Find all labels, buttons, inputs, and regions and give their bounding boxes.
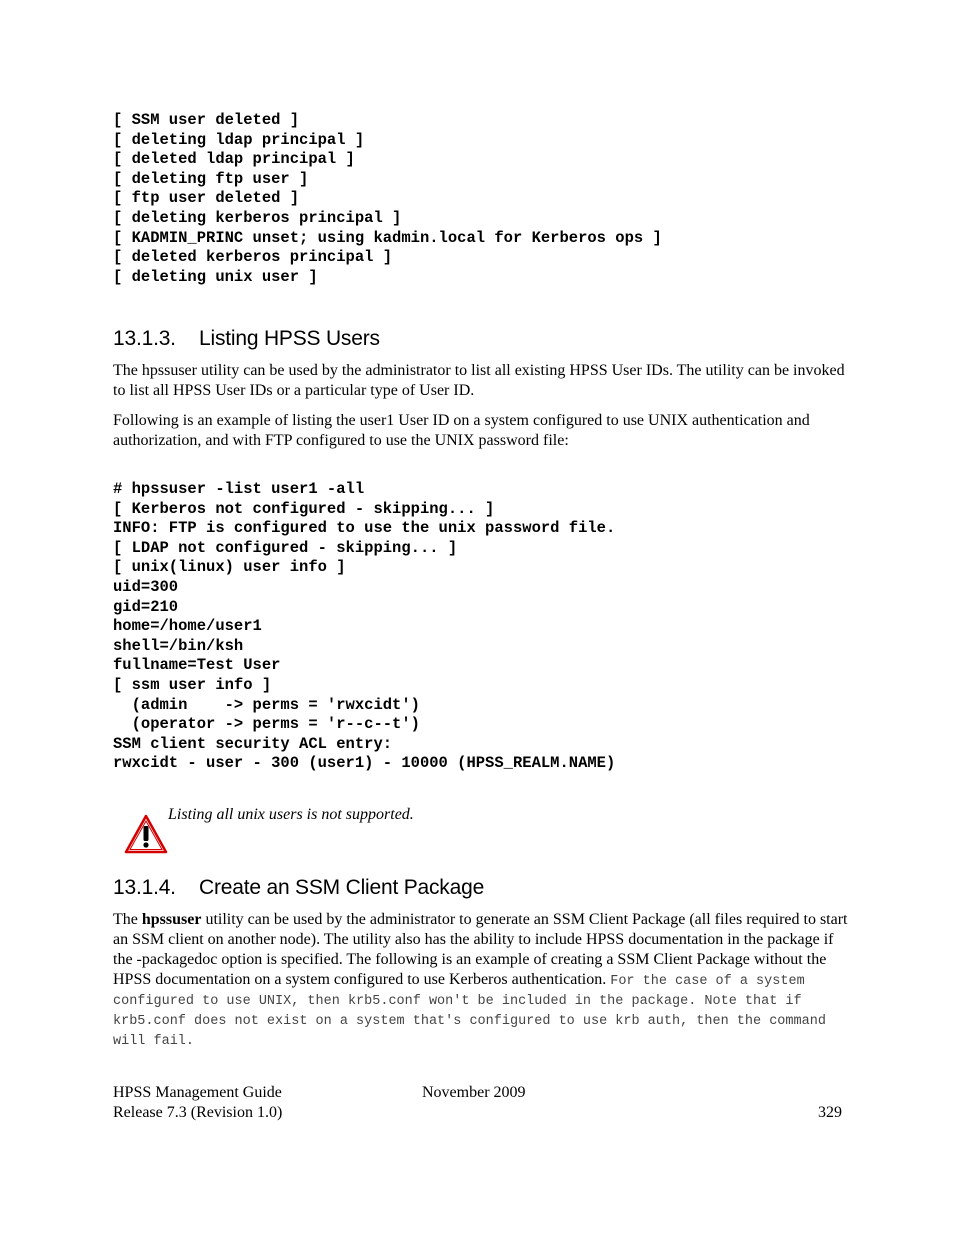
code-line: [ SSM user deleted ]: [113, 111, 300, 129]
code-line: [ deleting ldap principal ]: [113, 130, 365, 149]
section-number: 13.1.4.: [113, 876, 176, 899]
warning-text: Listing all unix users is not supported.: [168, 806, 414, 823]
create-paragraph: [113, 910, 848, 1050]
para-inline-code-note: For the case of a system configured to use UNIX, then krb5.conf won't be included in the package. Note that if krb5.conf does not exist on a system that's configured to use krb auth, then the command will fail.: [113, 974, 826, 1049]
code-line: (operator -> perms = 'r--c--t'): [113, 715, 420, 734]
footer-date: November 2009: [422, 1084, 526, 1101]
code-line: [ KADMIN_PRINC unset; using kadmin.local for Kerberos ops ]: [113, 228, 662, 247]
code-line: [ deleting unix user ]: [113, 267, 318, 286]
code-line: fullname=Test User: [113, 656, 281, 675]
footer-page-number: 329: [818, 1104, 842, 1121]
section-number: 13.1.3.: [113, 327, 176, 350]
warning-triangle-icon: [124, 814, 168, 854]
code-line: (admin -> perms = 'rwxcidt'): [113, 695, 420, 714]
code-line: [ Kerberos not configured - skipping... ]: [113, 499, 495, 518]
code-line: [ ssm user info ]: [113, 675, 272, 694]
code-line: SSM client security ACL entry:: [113, 734, 393, 753]
para-body-text: utility can be used by the administrator to generate an SSM Client Package (all files required to start an SSM client on another node). The utility also has the ability to include HPSS documentation in the package if the -packagedoc option is specified. The following is an example of creating a SSM Client Package without the HPSS documentation on a system configured to use Kerberos authentication.: [113, 911, 848, 988]
code-line: gid=210: [113, 597, 179, 616]
code-block-list-output: [113, 480, 615, 774]
code-line: INFO: FTP is configured to use the unix password file.: [113, 519, 616, 538]
code-line: [ deleting kerberos principal ]: [113, 208, 402, 227]
code-line: uid=300: [113, 577, 179, 596]
section-title: Create an SSM Client Package: [199, 876, 485, 899]
code-line: shell=/bin/ksh: [113, 636, 244, 655]
code-line: [ unix(linux) user info ]: [113, 558, 346, 577]
section-heading-create-ssm-client-package: [113, 876, 484, 900]
para-lead-text: The: [113, 911, 142, 928]
code-line: home=/home/user1: [113, 617, 262, 636]
footer-guide-title: HPSS Management Guide: [113, 1084, 282, 1101]
code-line: [ LDAP not configured - skipping... ]: [113, 538, 458, 557]
footer-release: Release 7.3 (Revision 1.0): [113, 1104, 283, 1121]
code-line: [ deleted kerberos principal ]: [113, 248, 393, 267]
listing-paragraph-2: Following is an example of listing the user1 User ID on a system configured to use UNIX authentication and authorization, and with FTP configured to use the UNIX password file:: [113, 412, 810, 449]
section-heading-listing-hpss-users: [113, 327, 380, 351]
code-line: # hpssuser -list user1 -all: [113, 480, 365, 498]
hpssuser-command-name: hpssuser: [141, 911, 202, 928]
code-line: [ ftp user deleted ]: [113, 189, 300, 208]
code-line: [ deleting ftp user ]: [113, 169, 309, 188]
code-line: [ deleted ldap principal ]: [113, 150, 355, 169]
code-block-deletion-output: [113, 111, 662, 287]
section-title: Listing HPSS Users: [199, 327, 380, 350]
listing-paragraph-1: The hpssuser utility can be used by the administrator to list all existing HPSS User IDs. The utility can be invoked to list all HPSS User IDs or a particular type of User ID.: [113, 362, 845, 399]
code-line: rwxcidt - user - 300 (user1) - 10000 (HPSS_REALM.NAME): [113, 754, 616, 773]
